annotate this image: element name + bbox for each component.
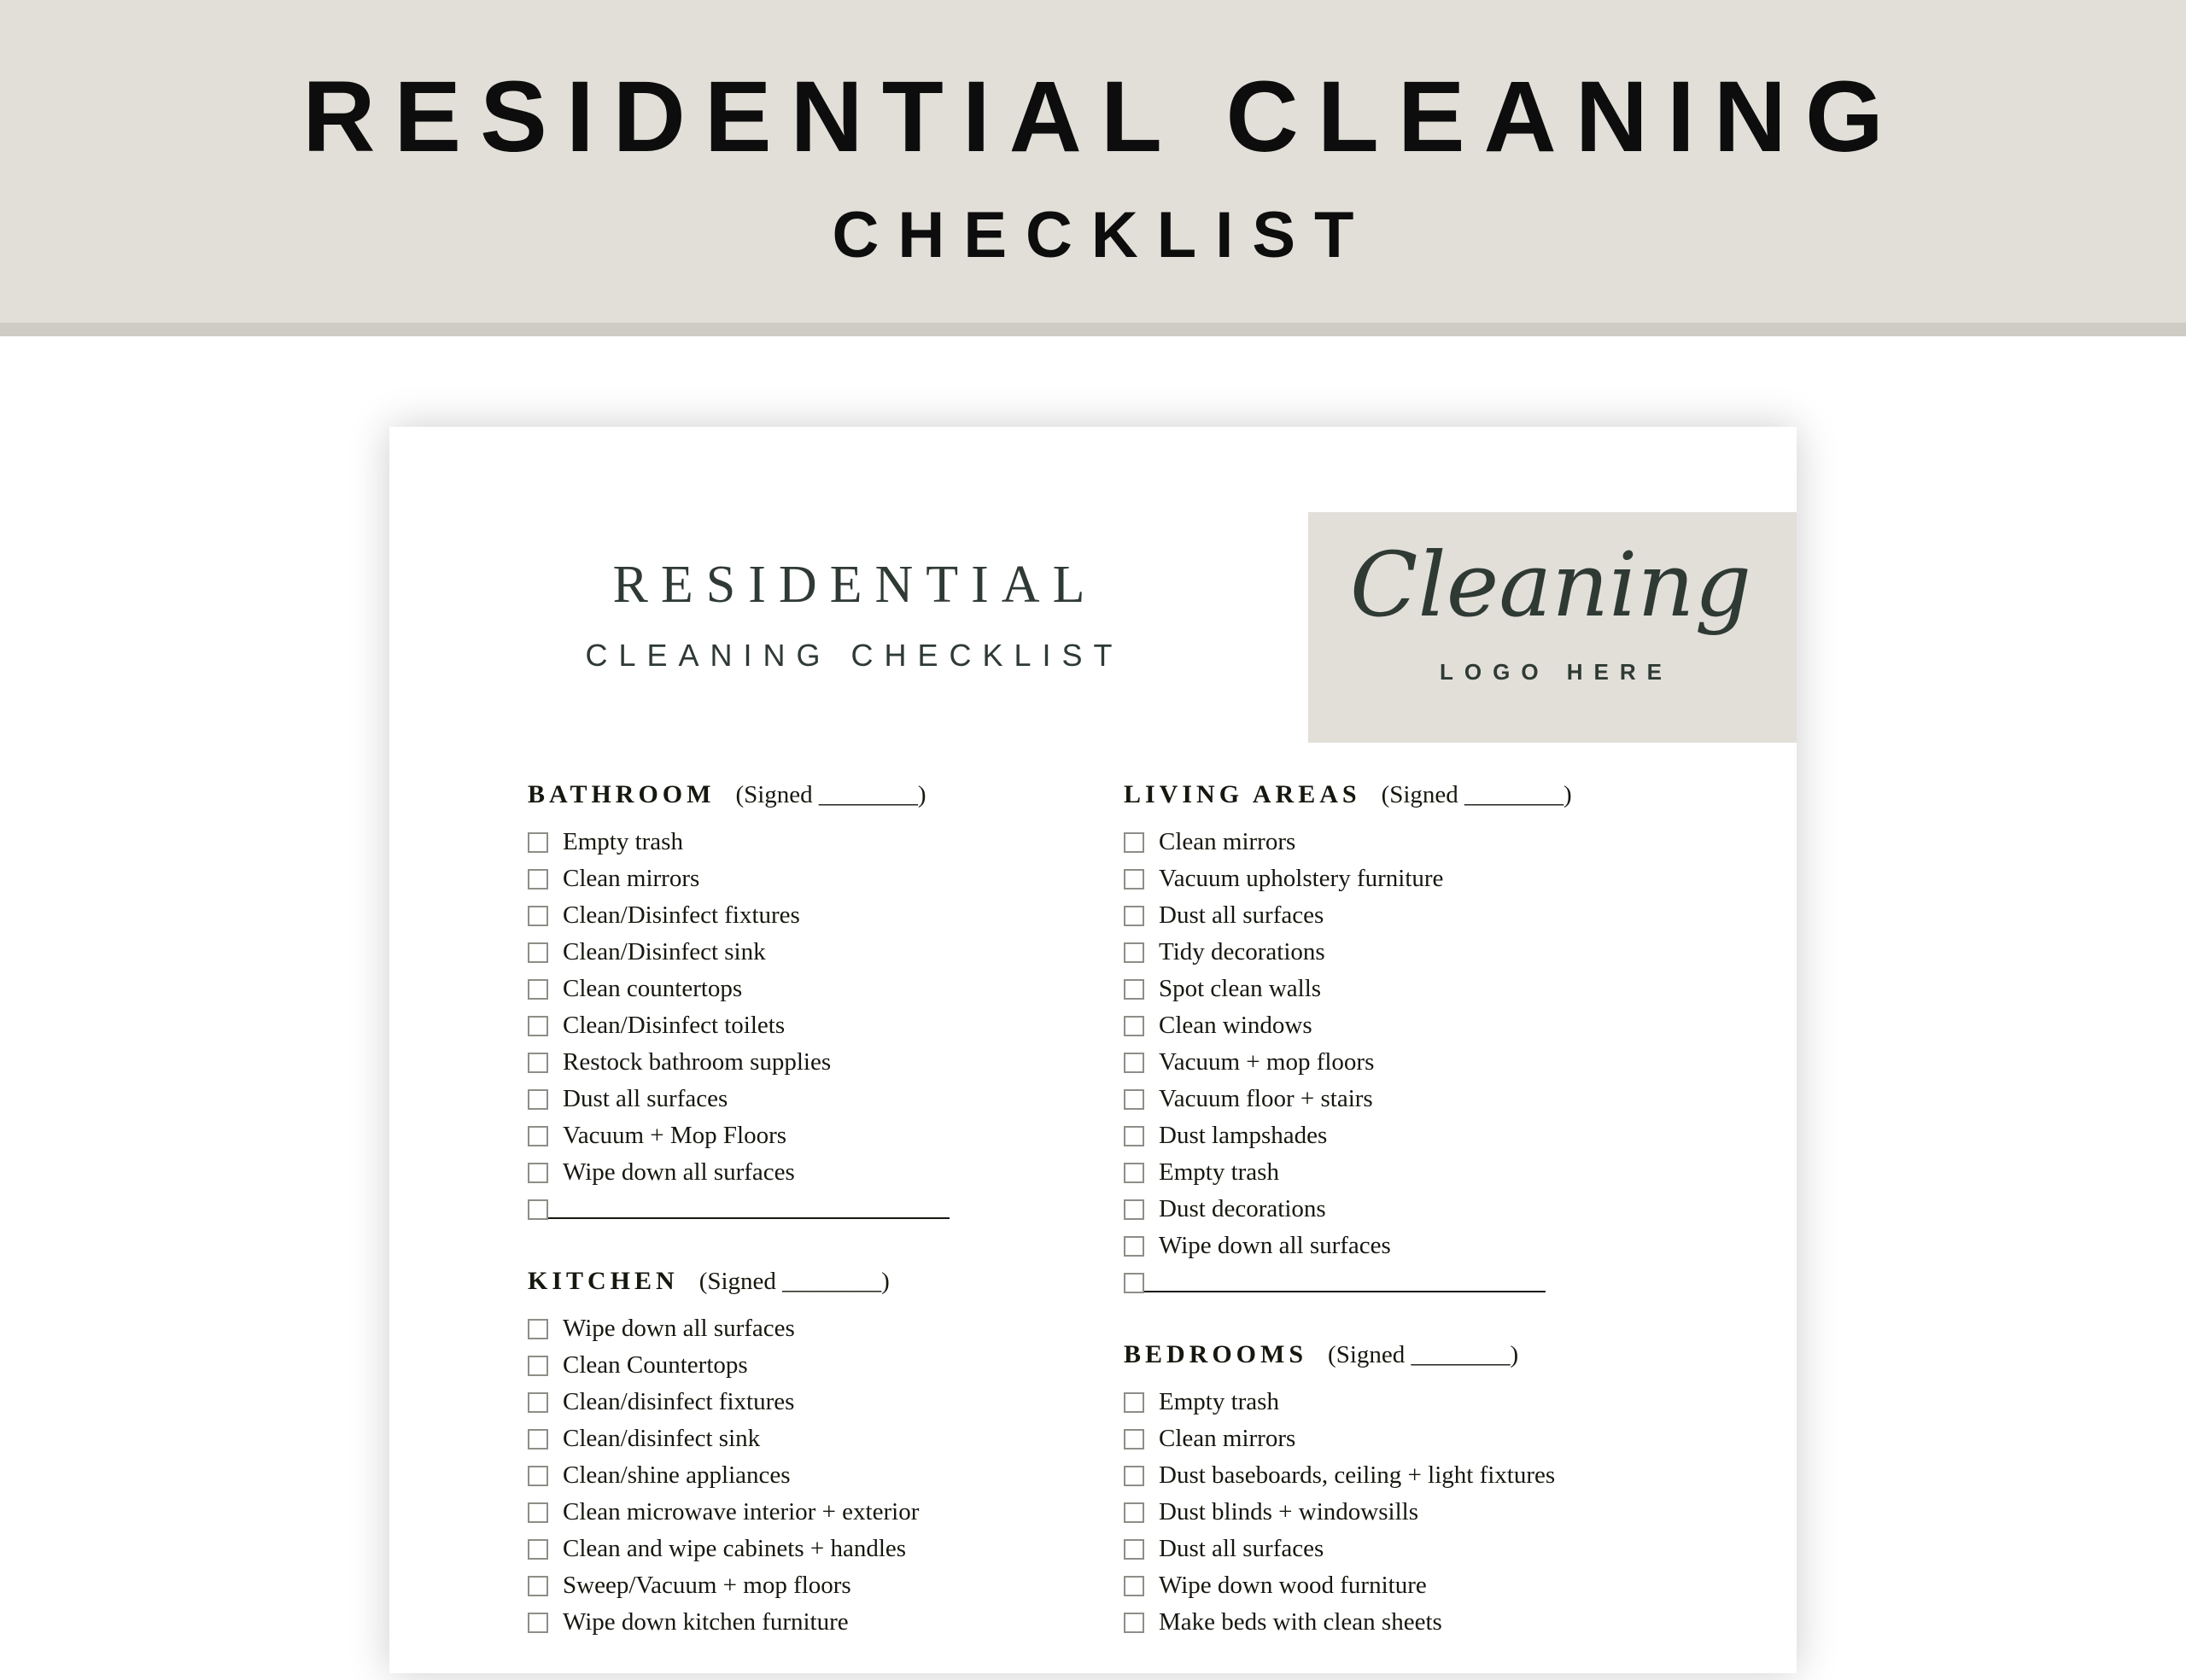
item-label: Empty trash: [1159, 1388, 1279, 1416]
section-header: [528, 780, 1125, 809]
item-label: Wipe down all surfaces: [1159, 1232, 1391, 1260]
checkbox-icon[interactable]: [528, 979, 548, 1000]
list-item[interactable]: [1124, 973, 1721, 1006]
list-item[interactable]: [1124, 1460, 1721, 1492]
checkbox-icon[interactable]: [528, 1319, 548, 1339]
checkbox-icon[interactable]: [528, 1016, 548, 1036]
signed-field-kitchen[interactable]: (Signed ________): [698, 1268, 890, 1295]
list-item[interactable]: [1124, 1496, 1721, 1529]
list-item[interactable]: [1124, 1193, 1721, 1226]
checkbox-icon[interactable]: [1124, 1199, 1144, 1220]
list-item[interactable]: [528, 1423, 1125, 1455]
item-label: Clean and wipe cabinets + handles: [563, 1535, 907, 1563]
logo-placeholder-caption: LOGO HERE: [1439, 659, 1673, 685]
item-label: Wipe down kitchen furniture: [563, 1608, 849, 1636]
checkbox-icon[interactable]: [1124, 1392, 1144, 1413]
checkbox-icon[interactable]: [528, 869, 548, 890]
list-item[interactable]: [1124, 826, 1721, 859]
banner-divider: [0, 323, 2186, 336]
checklist-sheet: [389, 427, 1797, 1673]
checkbox-icon[interactable]: [1124, 832, 1144, 853]
list-item[interactable]: [1124, 1423, 1721, 1455]
checkbox-icon[interactable]: [528, 1126, 548, 1146]
list-item[interactable]: [528, 826, 1125, 859]
list-item[interactable]: [528, 936, 1125, 969]
item-label: Clean/Disinfect sink: [563, 938, 766, 966]
list-item[interactable]: [1124, 1083, 1721, 1116]
list-item[interactable]: [1124, 900, 1721, 932]
checkbox-icon[interactable]: [528, 832, 548, 853]
section-title-bedrooms: BEDROOMS: [1124, 1340, 1308, 1368]
item-label: Dust decorations: [1159, 1195, 1326, 1223]
sheet-header: [389, 512, 1797, 743]
sheet-top-margin: [389, 427, 1797, 512]
checkbox-icon[interactable]: [1124, 1613, 1144, 1633]
item-label: Clean Countertops: [563, 1351, 748, 1380]
section-kitchen: [528, 1267, 1125, 1639]
item-label: Clean microwave interior + exterior: [563, 1498, 920, 1526]
item-label: Clean/disinfect fixtures: [563, 1388, 795, 1416]
section-header: [528, 1267, 1125, 1296]
signed-field-bedrooms[interactable]: (Signed ________): [1328, 1341, 1519, 1368]
item-label: Dust blinds + windowsills: [1159, 1498, 1418, 1526]
item-label: Empty trash: [1159, 1158, 1279, 1187]
item-label: Vacuum + mop floors: [1159, 1048, 1375, 1076]
list-item[interactable]: [528, 1533, 1125, 1566]
checklist-column-right: [1124, 780, 1721, 1680]
list-item[interactable]: [1124, 1010, 1721, 1042]
list-item[interactable]: [528, 1496, 1125, 1529]
checklist-items-bathroom: [528, 826, 1125, 1226]
item-label: Clean/Disinfect toilets: [563, 1012, 786, 1040]
checklist-items-bedrooms: [1124, 1386, 1721, 1639]
item-label: Dust all surfaces: [1159, 1535, 1324, 1563]
list-item[interactable]: [528, 1083, 1125, 1116]
checkbox-icon[interactable]: [1124, 1466, 1144, 1486]
write-in-line[interactable]: [1144, 1274, 1546, 1292]
checkbox-icon[interactable]: [528, 1089, 548, 1110]
item-label: Vacuum floor + stairs: [1159, 1085, 1373, 1113]
item-label: Make beds with clean sheets: [1159, 1608, 1442, 1636]
checkbox-icon[interactable]: [1124, 1429, 1144, 1450]
checkbox-icon[interactable]: [528, 1053, 548, 1073]
list-item[interactable]: [528, 1047, 1125, 1079]
checkbox-icon[interactable]: [528, 1613, 548, 1633]
section-title-kitchen: KITCHEN: [528, 1267, 679, 1295]
item-label: Wipe down all surfaces: [563, 1158, 795, 1187]
list-item[interactable]: [1124, 1157, 1721, 1189]
poster-title: RESIDENTIAL CLEANING: [302, 61, 1903, 173]
list-item[interactable]: [1124, 1230, 1721, 1263]
item-label: Empty trash: [563, 828, 683, 856]
item-label: Clean countertops: [563, 975, 743, 1003]
list-item[interactable]: [1124, 1607, 1721, 1639]
checkbox-icon[interactable]: [528, 1199, 548, 1220]
signed-field-living-areas[interactable]: (Signed ________): [1381, 781, 1572, 808]
checkbox-icon[interactable]: [1124, 979, 1144, 1000]
checkbox-icon[interactable]: [1124, 1502, 1144, 1523]
checkbox-icon[interactable]: [1124, 1089, 1144, 1110]
list-item[interactable]: [528, 1607, 1125, 1639]
section-bathroom: [528, 780, 1125, 1226]
item-label: Dust baseboards, ceiling + light fixtures: [1159, 1461, 1556, 1490]
checkbox-icon[interactable]: [1124, 1236, 1144, 1257]
list-item[interactable]: [1124, 863, 1721, 895]
item-label: Wipe down wood furniture: [1159, 1572, 1427, 1600]
list-item[interactable]: [528, 1120, 1125, 1152]
checklist-column-left: [528, 780, 1125, 1680]
item-label: Dust all surfaces: [563, 1085, 728, 1113]
item-label: Tidy decorations: [1159, 938, 1325, 966]
checkbox-icon[interactable]: [1124, 1539, 1144, 1560]
sheet-title: RESIDENTIAL: [612, 556, 1098, 614]
section-title-bathroom: BATHROOM: [528, 780, 716, 808]
list-item-blank[interactable]: [528, 1193, 1125, 1226]
checkbox-icon[interactable]: [1124, 1576, 1144, 1596]
item-label: Clean/shine appliances: [563, 1461, 791, 1490]
list-item[interactable]: [1124, 1386, 1721, 1419]
list-item[interactable]: [528, 1350, 1125, 1382]
list-item[interactable]: [1124, 1120, 1721, 1152]
checkbox-icon[interactable]: [1124, 1016, 1144, 1036]
list-item[interactable]: [528, 1157, 1125, 1189]
list-item[interactable]: [528, 863, 1125, 895]
checklist-items-living-areas: [1124, 826, 1721, 1299]
list-item[interactable]: [528, 1010, 1125, 1042]
list-item[interactable]: [1124, 1047, 1721, 1079]
item-label: Vacuum upholstery furniture: [1159, 865, 1444, 893]
section-header: [1124, 780, 1721, 809]
item-label: Clean windows: [1159, 1012, 1312, 1040]
section-header: [1124, 1340, 1721, 1369]
signed-field-bathroom[interactable]: (Signed ________): [735, 781, 926, 808]
item-label: Clean mirrors: [1159, 1425, 1296, 1453]
item-label: Spot clean walls: [1159, 975, 1322, 1003]
section-living-areas: [1124, 780, 1721, 1299]
checkbox-icon[interactable]: [528, 1576, 548, 1596]
checklist-items-kitchen: [528, 1313, 1125, 1639]
write-in-line[interactable]: [548, 1200, 950, 1219]
list-item[interactable]: [528, 1460, 1125, 1492]
list-item[interactable]: [528, 1313, 1125, 1345]
checkbox-icon[interactable]: [528, 1392, 548, 1413]
header-title-block: [389, 512, 1308, 743]
checkbox-icon[interactable]: [528, 906, 548, 926]
list-item[interactable]: [528, 1386, 1125, 1419]
checkbox-icon[interactable]: [528, 1356, 548, 1376]
item-label: Dust lampshades: [1159, 1122, 1328, 1150]
checkbox-icon[interactable]: [528, 1502, 548, 1523]
checkbox-icon[interactable]: [528, 1163, 548, 1183]
list-item[interactable]: [528, 973, 1125, 1006]
checkbox-icon[interactable]: [1124, 942, 1144, 963]
logo-script-text: Cleaning: [1349, 533, 1752, 637]
section-title-living-areas: LIVING AREAS: [1124, 780, 1361, 808]
checkbox-icon[interactable]: [1124, 1126, 1144, 1146]
sheet-subtitle: CLEANING CHECKLIST: [585, 638, 1124, 673]
checkbox-icon[interactable]: [1124, 1273, 1144, 1293]
list-item[interactable]: [528, 900, 1125, 932]
checkbox-icon[interactable]: [528, 1466, 548, 1486]
poster-subtitle: CHECKLIST: [832, 199, 1373, 271]
list-item[interactable]: [528, 1570, 1125, 1602]
item-label: Clean/disinfect sink: [563, 1425, 761, 1453]
item-label: Wipe down all surfaces: [563, 1315, 795, 1343]
item-label: Clean/Disinfect fixtures: [563, 901, 800, 930]
list-item-blank[interactable]: [1124, 1267, 1721, 1299]
section-bedrooms: [1124, 1340, 1721, 1639]
item-label: Clean mirrors: [1159, 828, 1296, 856]
poster-banner: [0, 0, 2186, 323]
item-label: Clean mirrors: [563, 865, 700, 893]
item-label: Vacuum + Mop Floors: [563, 1122, 787, 1150]
checkbox-icon[interactable]: [528, 1539, 548, 1560]
checkbox-icon[interactable]: [528, 942, 548, 963]
checkbox-icon[interactable]: [1124, 1163, 1144, 1183]
list-item[interactable]: [1124, 936, 1721, 969]
checkbox-icon[interactable]: [1124, 1053, 1144, 1073]
checkbox-icon[interactable]: [528, 1429, 548, 1450]
list-item[interactable]: [1124, 1533, 1721, 1566]
checkbox-icon[interactable]: [1124, 869, 1144, 890]
item-label: Sweep/Vacuum + mop floors: [563, 1572, 851, 1600]
item-label: Dust all surfaces: [1159, 901, 1324, 930]
checkbox-icon[interactable]: [1124, 906, 1144, 926]
checklist-body: [389, 743, 1797, 1636]
item-label: Restock bathroom supplies: [563, 1048, 832, 1076]
page-background: [0, 336, 2186, 1639]
list-item[interactable]: [1124, 1570, 1721, 1602]
